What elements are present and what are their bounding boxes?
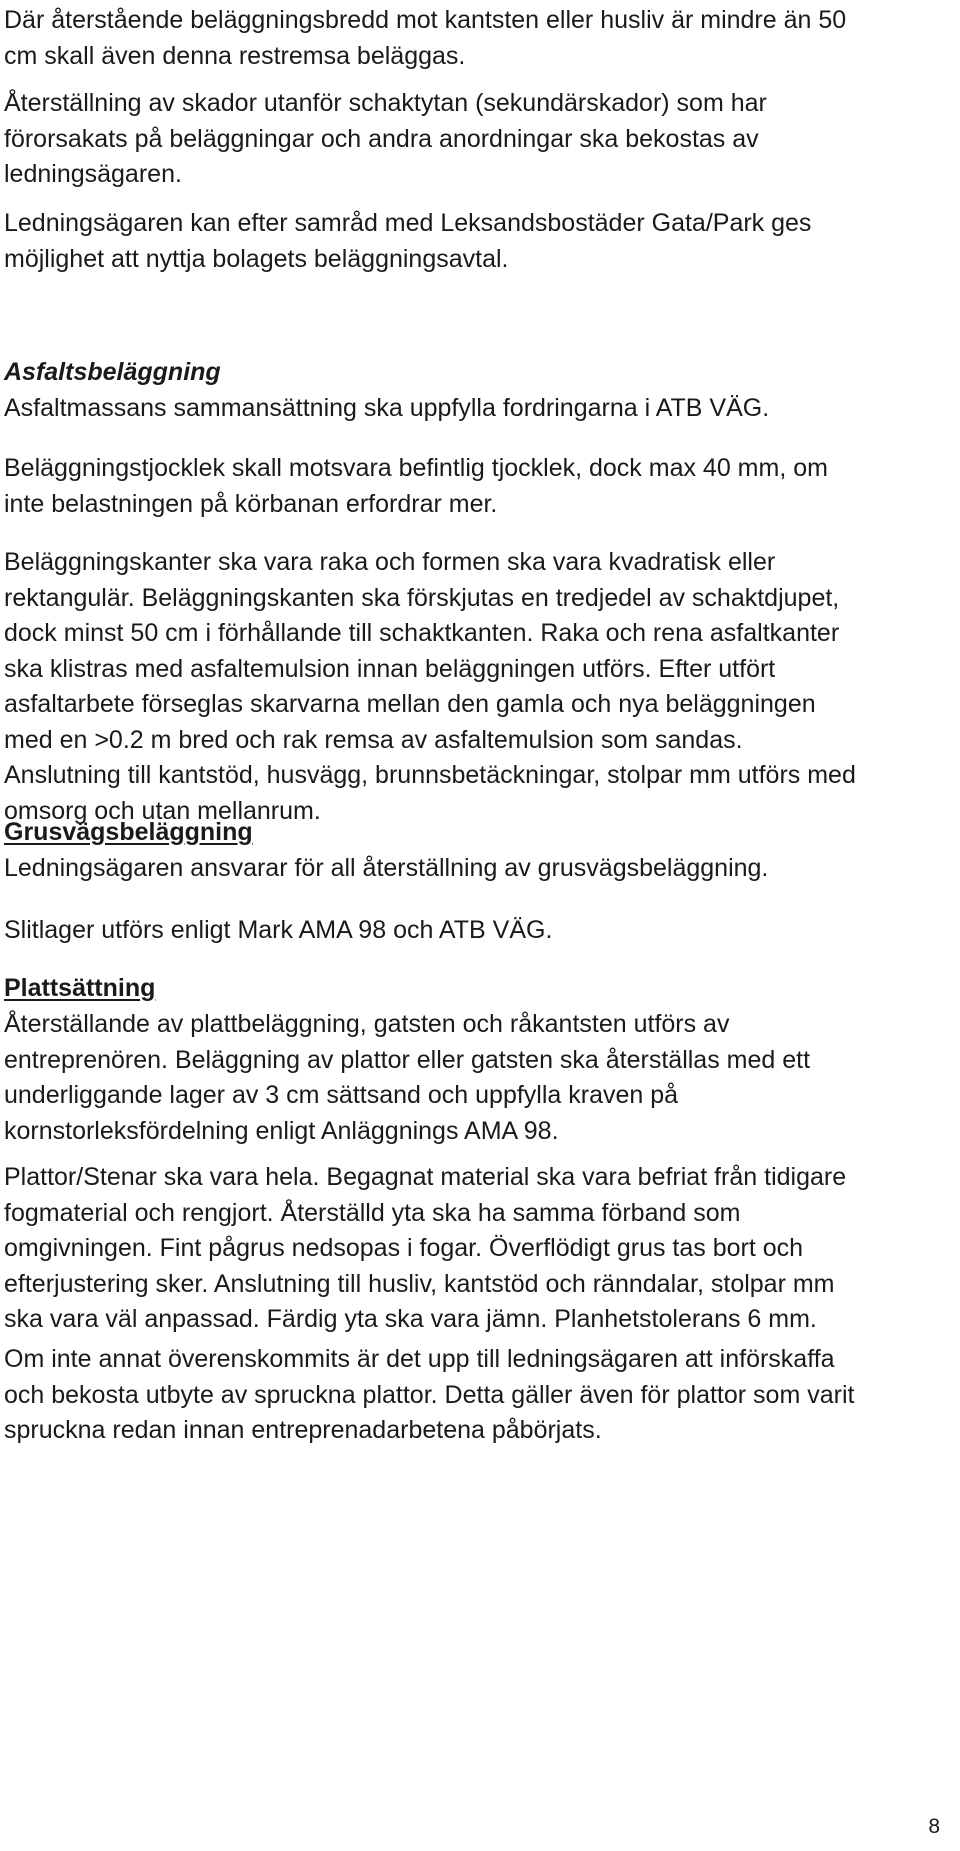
paragraph-belaggningsavtal [4,206,811,277]
paragraph-spruckna-plattor [4,1342,854,1449]
paragraph-restremsa [4,3,846,74]
text-line: Beläggningskanter ska vara raka och formen ska vara kvadratisk eller [4,548,776,576]
text-line: ledningsägaren. [4,160,182,188]
paragraph-tjocklek [4,451,828,522]
paragraph-asfaltmassans [4,391,769,427]
text-line: cm skall även denna restremsa beläggas. [4,41,466,70]
text-line: Ledningsägaren kan efter samråd med Leksandsbostäder Gata/Park ges [4,209,812,237]
text-line: Slitlager utförs enligt Mark AMA 98 och ATB VÄG. [4,916,553,944]
text-line: Beläggningstjocklek skall motsvara befintlig tjocklek, dock max 40 mm, om [4,454,828,482]
heading-grusvagsbelaggning: Grusvägsbeläggning [4,818,253,846]
text-line: kornstorleksfördelning enligt Anläggnings AMA 98. [4,1116,559,1145]
heading-plattsattning: Plattsättning [4,974,156,1002]
text-line: Plattor/Stenar ska vara hela. Begagnat material ska vara befriat från tidigare [4,1163,847,1191]
text-line: Återställning av skador utanför schaktytan (sekundärskador) som har [4,89,767,117]
page-number: 8 [928,1815,940,1838]
text-line: Anslutning till kantstöd, husvägg, brunnsbetäckningar, stolpar mm utförs med [4,761,856,789]
text-line: Ledningsägaren ansvarar för all återställning av grusvägsbeläggning. [4,854,769,882]
text-line: spruckna redan innan entreprenadarbetena påbörjats. [4,1416,602,1444]
heading-asfaltsbelaggning: Asfaltsbeläggning [4,358,221,386]
paragraph-grusvag-ansvar [4,851,768,887]
paragraph-sekundarskador [4,86,767,193]
text-line: Asfaltmassans sammansättning ska uppfylla fordringarna i ATB VÄG. [4,394,770,422]
text-line: Om inte annat överenskommits är det upp till ledningsägaren att införskaffa [4,1345,835,1373]
text-line: med en >0.2 m bred och rak remsa av asfaltemulsion som sandas. [4,725,743,754]
text-line: möjlighet att nyttja bolagets beläggningsavtal. [4,244,509,273]
paragraph-slitlager [4,913,552,949]
text-line: ska klistras med asfaltemulsion innan beläggningen utförs. Efter utfört [4,654,776,683]
text-line: asfaltarbete förseglas skarvarna mellan den gamla och nya beläggningen [4,690,816,718]
text-line: rektangulär. Beläggningskanten ska förskjutas en tredjedel av schaktdjupet, [4,583,840,612]
text-line: omsorg och utan mellanrum. [4,796,321,825]
paragraph-plattor-stenar [4,1160,846,1338]
paragraph-kanter [4,545,856,829]
text-line: ska vara väl anpassad. Färdig yta ska vara jämn. Planhetstolerans 6 mm. [4,1305,817,1333]
text-line: dock minst 50 cm i förhållande till schaktkanten. Raka och rena asfaltkanter [4,619,840,647]
text-line: och bekosta utbyte av spruckna plattor. Detta gäller även för plattor som varit [4,1380,855,1409]
text-line: efterjustering sker. Anslutning till husliv, kantstöd och ränndalar, stolpar mm [4,1269,835,1298]
text-line: entreprenören. Beläggning av plattor eller gatsten ska återställas med ett [4,1045,811,1074]
text-line: förorsakats på beläggningar och andra anordningar ska bekostas av [4,124,759,153]
text-line: inte belastningen på körbanan erfordrar mer. [4,489,498,518]
paragraph-aterstallande [4,1007,810,1149]
text-line: fogmaterial och rengjort. Återställd yta ska ha samma förband som [4,1198,741,1227]
text-line: omgivningen. Fint pågrus nedsopas i fogar. Överflödigt grus tas bort och [4,1234,804,1262]
text-line: Återställande av plattbeläggning, gatsten och råkantsten utförs av [4,1010,730,1038]
text-line: Där återstående beläggningsbredd mot kantsten eller husliv är mindre än 50 [4,6,847,34]
text-line: underliggande lager av 3 cm sättsand och uppfylla kraven på [4,1081,679,1109]
